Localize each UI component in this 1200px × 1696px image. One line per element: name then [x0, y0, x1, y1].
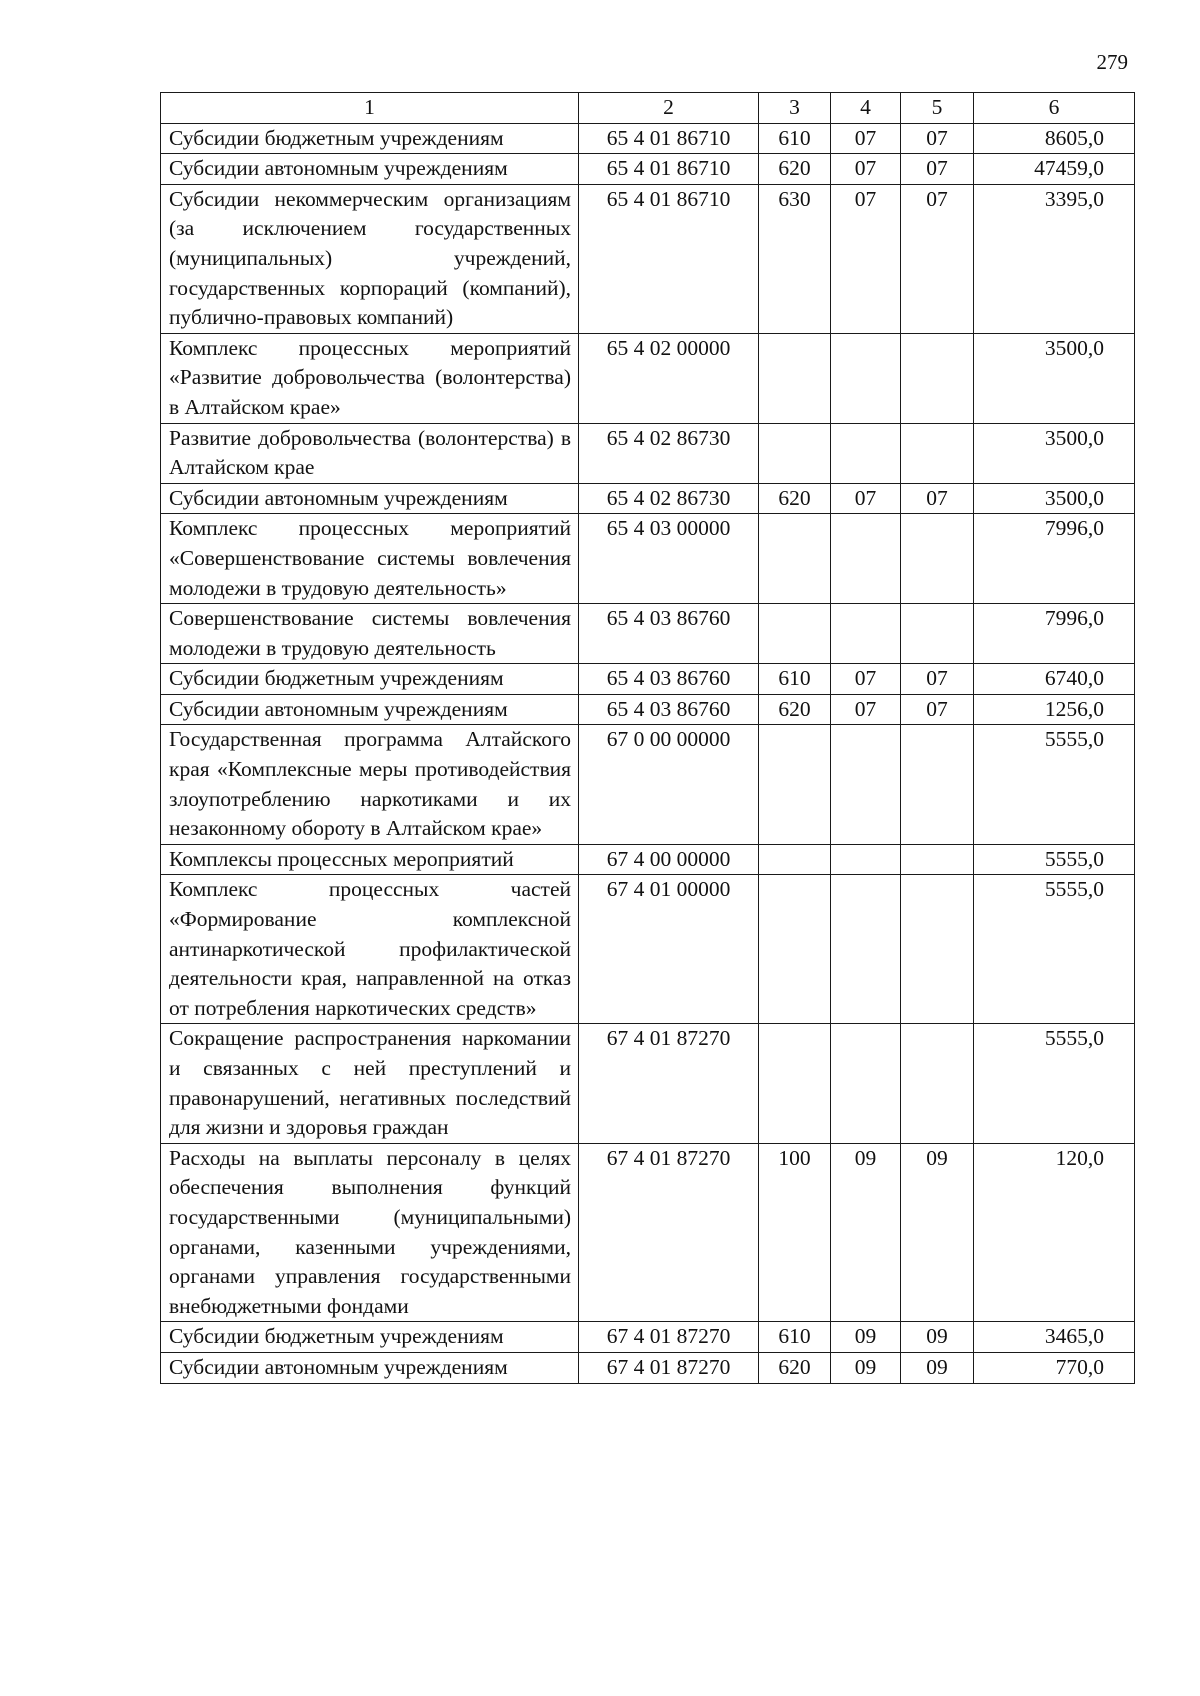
row-name: Комплекс процессных мероприятий «Развитие добровольчества (волонтерства) в Алтайском крае»: [161, 333, 579, 423]
row-target-code: 65 4 03 00000: [579, 514, 759, 604]
row-name: Сокращение распространения наркомании и связанных с ней преступлений и правонарушений, негативных последствий для жизни и здоровья граждан: [161, 1024, 579, 1143]
row-subsection: [901, 844, 974, 875]
row-target-code: 65 4 03 86760: [579, 604, 759, 664]
row-section: 09: [831, 1143, 901, 1322]
table-row: [161, 844, 1135, 875]
row-amount: 120,0: [974, 1143, 1135, 1322]
row-section: [831, 423, 901, 483]
row-section: 09: [831, 1322, 901, 1353]
row-amount: 3465,0: [974, 1322, 1135, 1353]
row-target-code: 65 4 01 86710: [579, 184, 759, 333]
row-expense-type: 620: [759, 694, 831, 725]
row-expense-type: 610: [759, 123, 831, 154]
row-section: [831, 333, 901, 423]
row-amount: 770,0: [974, 1352, 1135, 1383]
table-row: [161, 694, 1135, 725]
row-amount: 7996,0: [974, 604, 1135, 664]
row-section: 07: [831, 184, 901, 333]
table-row: [161, 333, 1135, 423]
row-expense-type: 610: [759, 664, 831, 695]
row-expense-type: 630: [759, 184, 831, 333]
table-row: [161, 514, 1135, 604]
row-section: 09: [831, 1352, 901, 1383]
row-name: Субсидии автономным учреждениям: [161, 694, 579, 725]
row-name: Комплекс процессных мероприятий «Совершенствование системы вовлечения молодежи в трудовую деятельность»: [161, 514, 579, 604]
table-row: [161, 154, 1135, 185]
row-section: 07: [831, 694, 901, 725]
row-target-code: 67 4 01 87270: [579, 1024, 759, 1143]
row-name: Субсидии автономным учреждениям: [161, 154, 579, 185]
row-section: [831, 725, 901, 844]
table-row: [161, 664, 1135, 695]
row-amount: 3500,0: [974, 483, 1135, 514]
row-expense-type: [759, 514, 831, 604]
row-amount: 3395,0: [974, 184, 1135, 333]
column-header-5: 5: [901, 93, 974, 124]
column-header-2: 2: [579, 93, 759, 124]
row-expense-type: [759, 844, 831, 875]
row-expense-type: [759, 1024, 831, 1143]
row-amount: 47459,0: [974, 154, 1135, 185]
column-header-6: 6: [974, 93, 1135, 124]
budget-table: [160, 92, 1135, 1384]
row-expense-type: [759, 875, 831, 1024]
row-expense-type: 620: [759, 1352, 831, 1383]
row-amount: 5555,0: [974, 875, 1135, 1024]
row-name: Субсидии некоммерческим организациям (за исключением государственных (муниципальных) учреждений, государственных корпораций (компаний), публично-правовых компаний): [161, 184, 579, 333]
row-name: Субсидии бюджетным учреждениям: [161, 123, 579, 154]
row-subsection: [901, 333, 974, 423]
row-target-code: 67 4 01 87270: [579, 1352, 759, 1383]
row-subsection: 07: [901, 154, 974, 185]
row-amount: 3500,0: [974, 333, 1135, 423]
table-row: [161, 1024, 1135, 1143]
row-section: 07: [831, 123, 901, 154]
row-target-code: 65 4 01 86710: [579, 123, 759, 154]
row-section: 07: [831, 483, 901, 514]
row-subsection: 07: [901, 664, 974, 695]
row-target-code: 67 4 01 87270: [579, 1143, 759, 1322]
row-subsection: 07: [901, 184, 974, 333]
row-expense-type: 620: [759, 154, 831, 185]
row-subsection: [901, 875, 974, 1024]
row-section: [831, 604, 901, 664]
row-name: Совершенствование системы вовлечения молодежи в трудовую деятельность: [161, 604, 579, 664]
table-row: [161, 1352, 1135, 1383]
row-amount: 7996,0: [974, 514, 1135, 604]
table-row: [161, 184, 1135, 333]
row-subsection: 07: [901, 694, 974, 725]
row-target-code: 67 4 01 87270: [579, 1322, 759, 1353]
row-target-code: 67 4 01 00000: [579, 875, 759, 1024]
row-name: Субсидии бюджетным учреждениям: [161, 664, 579, 695]
row-subsection: 09: [901, 1352, 974, 1383]
row-name: Субсидии автономным учреждениям: [161, 483, 579, 514]
row-amount: 6740,0: [974, 664, 1135, 695]
row-amount: 3500,0: [974, 423, 1135, 483]
column-header-3: 3: [759, 93, 831, 124]
row-target-code: 65 4 02 00000: [579, 333, 759, 423]
table-row: [161, 123, 1135, 154]
row-target-code: 65 4 01 86710: [579, 154, 759, 185]
table-row: [161, 1322, 1135, 1353]
row-name: Расходы на выплаты персоналу в целях обеспечения выполнения функций государственными (муниципальными) органами, казенными учреждениями, органами управления государственными внебюджетными фондами: [161, 1143, 579, 1322]
row-section: [831, 844, 901, 875]
page-number: 279: [1096, 50, 1128, 74]
column-header-1: 1: [161, 93, 579, 124]
table-row: [161, 604, 1135, 664]
table-row: [161, 423, 1135, 483]
row-name: Государственная программа Алтайского края «Комплексные меры противодействия злоупотреблению наркотиками и их незаконному обороту в Алтайском крае»: [161, 725, 579, 844]
row-subsection: [901, 514, 974, 604]
table-row: [161, 875, 1135, 1024]
row-subsection: 09: [901, 1143, 974, 1322]
row-target-code: 67 4 00 00000: [579, 844, 759, 875]
table-row: [161, 725, 1135, 844]
row-amount: 5555,0: [974, 1024, 1135, 1143]
row-expense-type: [759, 423, 831, 483]
row-name: Субсидии автономным учреждениям: [161, 1352, 579, 1383]
row-section: 07: [831, 154, 901, 185]
table-header-row: [161, 93, 1135, 124]
table-row: [161, 1143, 1135, 1322]
row-section: 07: [831, 664, 901, 695]
row-section: [831, 514, 901, 604]
row-expense-type: 610: [759, 1322, 831, 1353]
row-amount: 1256,0: [974, 694, 1135, 725]
row-amount: 5555,0: [974, 725, 1135, 844]
row-subsection: [901, 423, 974, 483]
row-section: [831, 1024, 901, 1143]
row-target-code: 65 4 03 86760: [579, 694, 759, 725]
row-target-code: 65 4 02 86730: [579, 423, 759, 483]
row-name: Субсидии бюджетным учреждениям: [161, 1322, 579, 1353]
row-subsection: 07: [901, 483, 974, 514]
row-subsection: [901, 604, 974, 664]
row-name: Развитие добровольчества (волонтерства) в Алтайском крае: [161, 423, 579, 483]
row-amount: 8605,0: [974, 123, 1135, 154]
column-header-4: 4: [831, 93, 901, 124]
table-row: [161, 483, 1135, 514]
row-expense-type: [759, 333, 831, 423]
row-amount: 5555,0: [974, 844, 1135, 875]
row-subsection: 09: [901, 1322, 974, 1353]
row-target-code: 65 4 03 86760: [579, 664, 759, 695]
row-expense-type: [759, 725, 831, 844]
row-expense-type: [759, 604, 831, 664]
row-name: Комплекс процессных частей «Формирование комплексной антинаркотической профилактической деятельности края, направленной на отказ от потребления наркотических средств»: [161, 875, 579, 1024]
row-expense-type: 620: [759, 483, 831, 514]
row-subsection: [901, 725, 974, 844]
row-section: [831, 875, 901, 1024]
row-name: Комплексы процессных мероприятий: [161, 844, 579, 875]
row-expense-type: 100: [759, 1143, 831, 1322]
row-subsection: 07: [901, 123, 974, 154]
row-subsection: [901, 1024, 974, 1143]
row-target-code: 65 4 02 86730: [579, 483, 759, 514]
row-target-code: 67 0 00 00000: [579, 725, 759, 844]
